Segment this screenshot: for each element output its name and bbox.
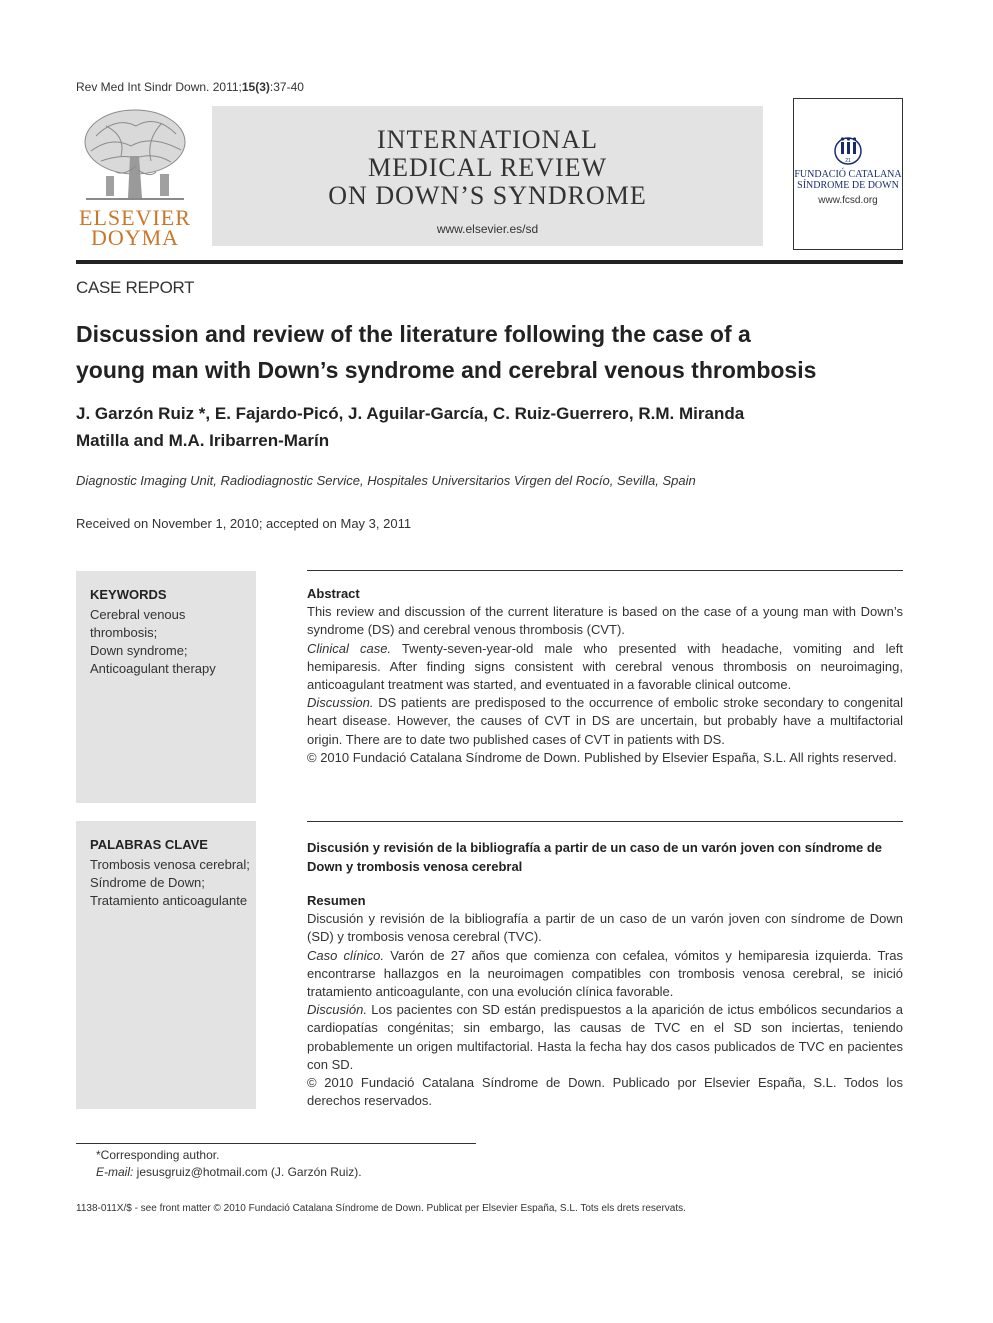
keyword-item: Anticoagulant therapy bbox=[90, 661, 216, 676]
journal-citation: Rev Med Int Sindr Down. 2011;15(3):37-40 bbox=[76, 80, 304, 94]
abstract-clinical-case: Clinical case. Twenty-seven-year-old male who presented with headache, vomiting and left hemiparesis. After finding signs consistent with cerebral venous thrombosis on neuroimaging, anticoagulant treatment was started, and eventuated in a favorable clinical outcome. bbox=[307, 640, 903, 693]
section-label: CASE REPORT bbox=[76, 278, 195, 297]
resumen-heading: Resumen bbox=[307, 893, 366, 908]
received-dates: Received on November 1, 2010; accepted on May 3, 2011 bbox=[76, 516, 412, 531]
keyword-item: Trombosis venosa cerebral; bbox=[90, 857, 250, 872]
resumen-clinical-case: Caso clínico. Varón de 27 años que comienza con cefalea, vómitos y hemiparesia izquierda. Tras encontrarse hallazgos en la neuroimagen compatibles con trombosis venosa cerebral, se inició tratamiento anticoagulante, con una evolución clínica favorable. bbox=[307, 947, 903, 1000]
issn-line: 1138-011X/$ - see front matter © 2010 Fundació Catalana Síndrome de Down. Publicat per Elsevier España, S.L. Tots els drets reservats. bbox=[76, 1203, 686, 1214]
keyword-item: Síndrome de Down; bbox=[90, 875, 205, 890]
author-list: J. Garzón Ruiz *, E. Fajardo-Picó, J. Aguilar-García, C. Ruiz-Guerrero, R.M. Miranda Matilla and M.A. Iribarren-Marín bbox=[76, 404, 745, 450]
journal-banner bbox=[212, 106, 763, 246]
keywords-box bbox=[76, 571, 256, 803]
affiliation: Diagnostic Imaging Unit, Radiodiagnostic Service, Hospitales Universitarios Virgen del Rocío, Sevilla, Spain bbox=[76, 473, 696, 488]
resumen-intro: Discusión y revisión de la bibliografía a partir de un caso de un varón joven con síndrome de Down (SD) y trombosis venosa cerebral (TVC). bbox=[307, 911, 903, 945]
abstract-en bbox=[307, 585, 903, 767]
logo-elsevier-text: ELSEVIER bbox=[79, 205, 191, 230]
palabras-clave-heading: PALABRAS CLAVE bbox=[90, 837, 208, 852]
foundation-emblem-icon bbox=[794, 99, 902, 169]
journal-title: INTERNATIONAL MEDICAL REVIEW ON DOWN’S SYNDROME bbox=[328, 125, 647, 210]
resumen-divider bbox=[307, 821, 903, 822]
palabras-clave-box bbox=[76, 821, 256, 1109]
keywords-list bbox=[90, 606, 250, 678]
elsevier-doyma-logo bbox=[76, 106, 194, 248]
journal-url[interactable]: www.elsevier.es/sd bbox=[436, 222, 539, 236]
abstract-intro: This review and discussion of the current literature is based on the case of a young man with Down’s syndrome (DS) and cerebral venous thrombosis (CVT). bbox=[307, 604, 903, 638]
resumen-discussion: Discusión. Los pacientes con SD están predispuestos a la aparición de ictus embólicos secundarios a cardiopatías congénitas; sin embargo, las causas de TVC en el SD son inciertas, teniendo probablemente un origen multifactorial. Hasta la fecha hay dos casos publicados de TVC en pacientes con SD. bbox=[307, 1002, 903, 1072]
keyword-item: Cerebral venous thrombosis; bbox=[90, 607, 186, 640]
tree-icon bbox=[76, 106, 194, 206]
palabras-clave-list bbox=[90, 856, 250, 910]
keywords-heading: KEYWORDS bbox=[90, 587, 167, 602]
keyword-item: Tratamiento anticoagulante bbox=[90, 893, 248, 908]
abstract-copyright: © 2010 Fundació Catalana Síndrome de Down. Published by Elsevier España, S.L. All rights reserved. bbox=[307, 749, 897, 765]
abstract-heading: Abstract bbox=[307, 586, 360, 601]
foundation-emblem-number: 21 bbox=[845, 158, 851, 164]
keyword-item: Down syndrome; bbox=[90, 643, 188, 658]
footnote-divider bbox=[76, 1143, 476, 1144]
resumen-copyright: © 2010 Fundació Catalana Síndrome de Down. Publicado por Elsevier España, S.L. Todos los derechos reservados. bbox=[307, 1075, 903, 1109]
author-email[interactable]: E-mail: jesusgruiz@hotmail.com (J. Garzón Ruiz). bbox=[96, 1165, 362, 1179]
foundation-name: FUNDACIÓ CATALANA SÍNDROME DE DOWN bbox=[794, 169, 902, 191]
abstract-discussion: Discussion. DS patients are predisposed to the occurrence of embolic stroke secondary to congenital heart disease. However, the causes of CVT in DS are uncertain, but probably have a multifactorial origin. There are to date two published cases of CVT in patients with DS. bbox=[307, 695, 903, 747]
foundation-url[interactable]: www.fcsd.org bbox=[818, 195, 878, 206]
foundation-logo-box bbox=[793, 98, 903, 250]
spanish-title: Discusión y revisión de la bibliografía a partir de un caso de un varón joven con síndrome de Down y trombosis venosa cerebral bbox=[307, 840, 883, 874]
abstract-divider bbox=[307, 570, 903, 571]
corresponding-author-note: *Corresponding author. bbox=[96, 1148, 220, 1162]
logo-doyma-text: DOYMA bbox=[90, 225, 180, 250]
footnote bbox=[96, 1147, 362, 1181]
abstract-es bbox=[307, 892, 903, 1110]
header-divider bbox=[76, 260, 903, 264]
article-title: Discussion and review of the literature following the case of a young man with Down’s syndrome and cerebral venous thrombosis bbox=[76, 321, 817, 383]
